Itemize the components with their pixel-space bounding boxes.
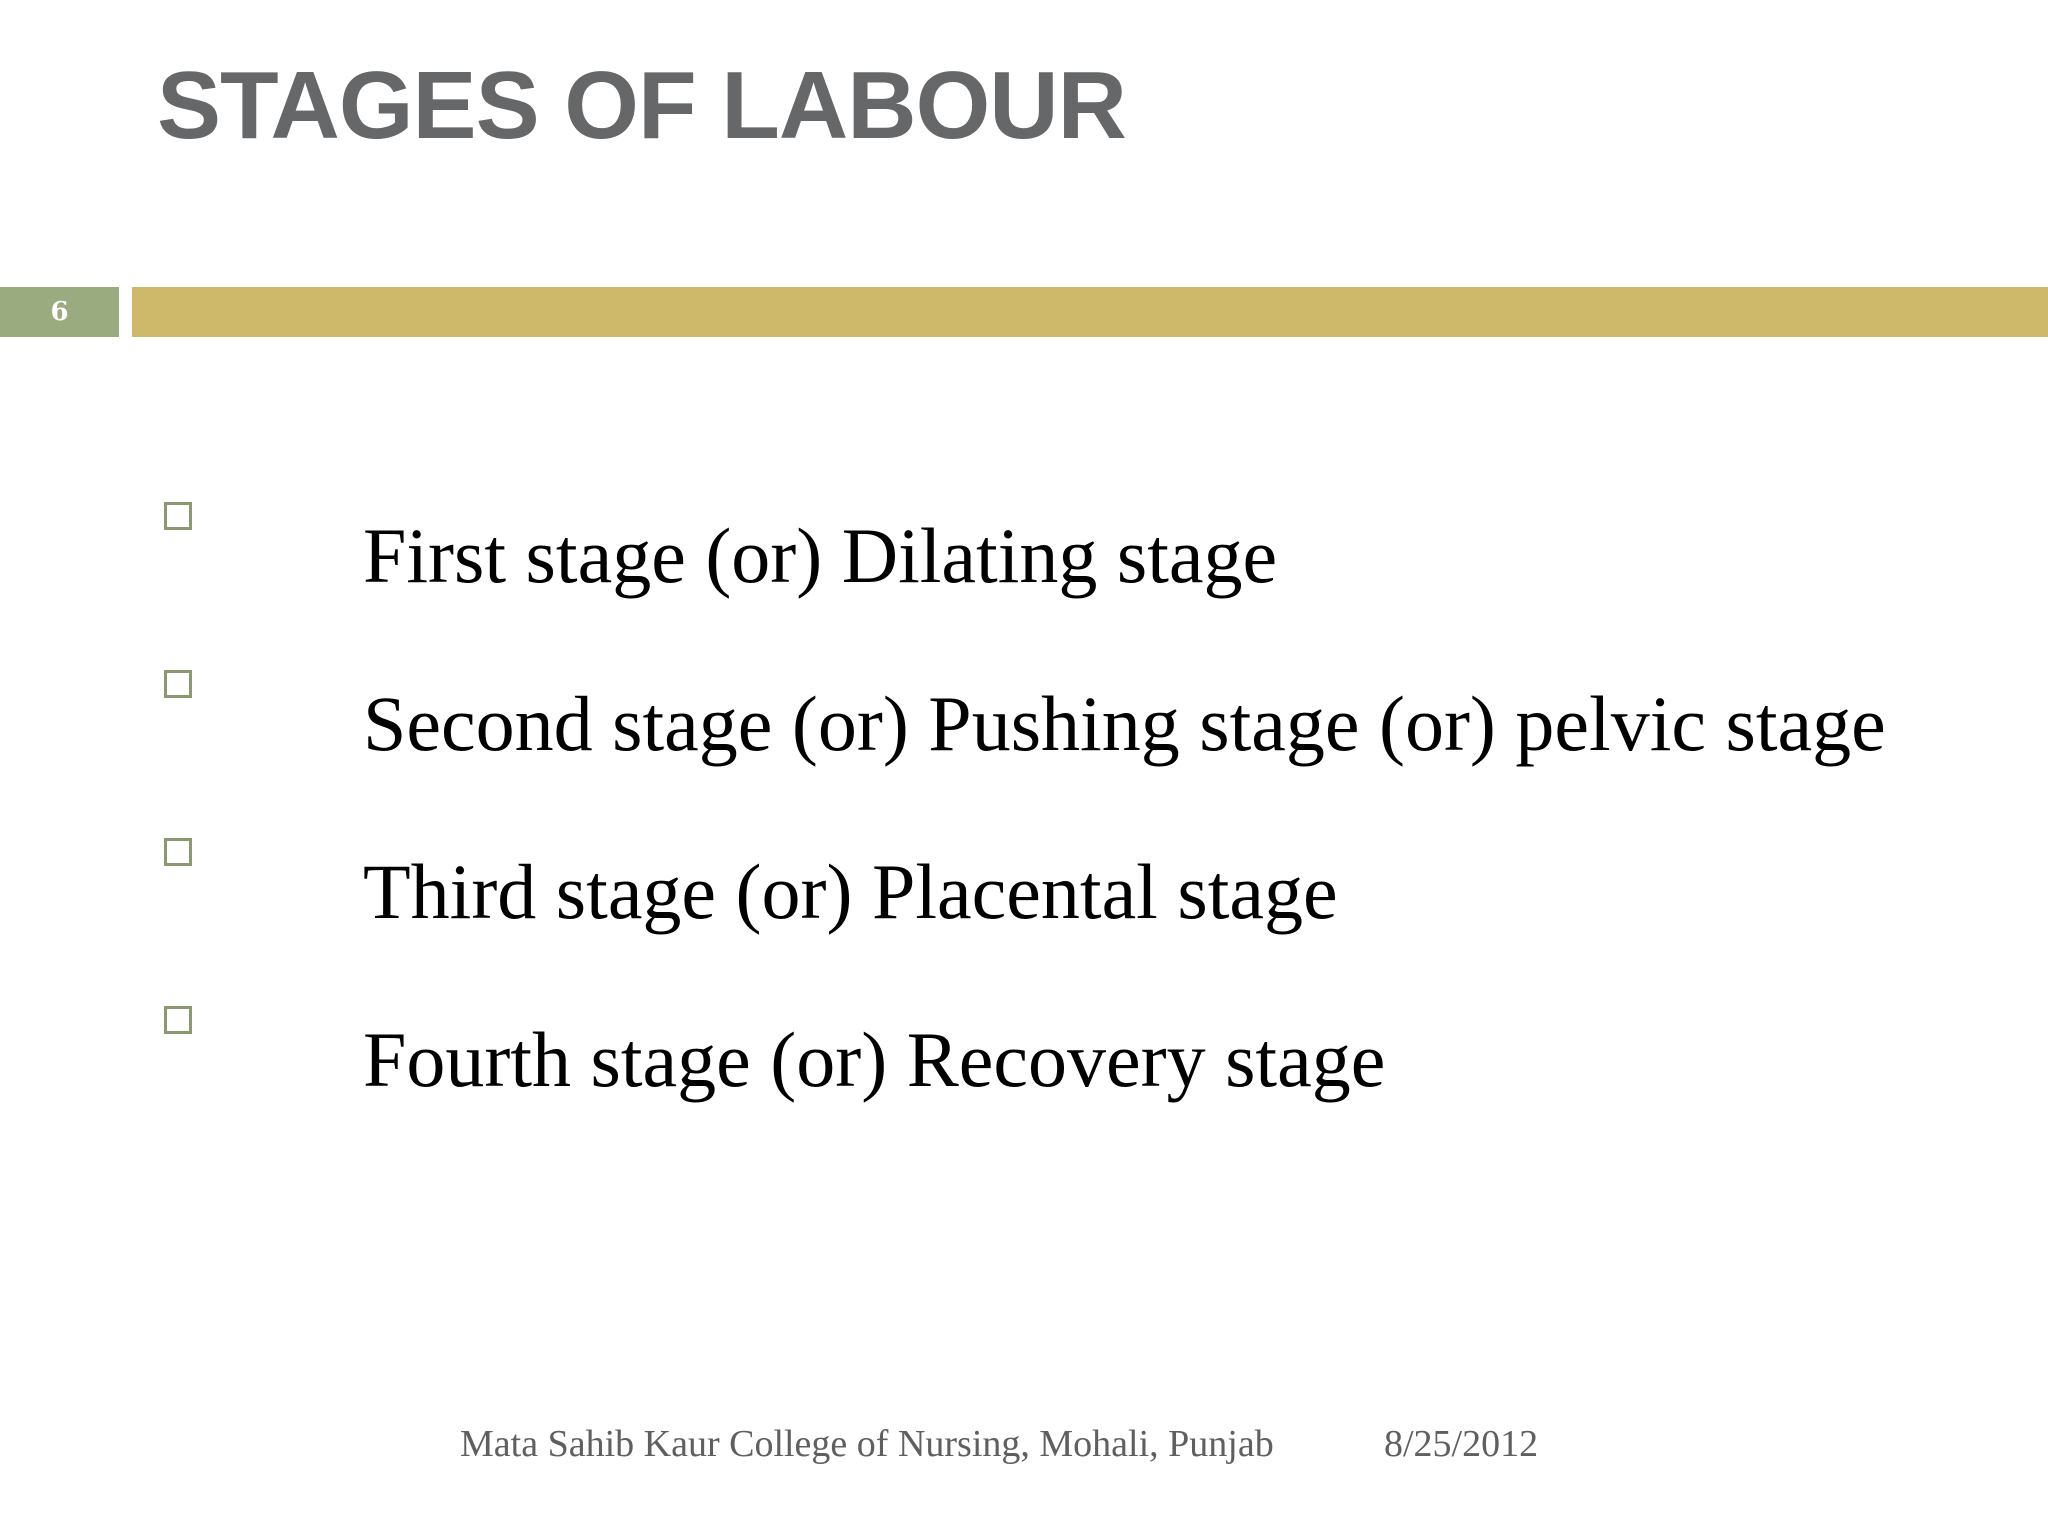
list-item	[160, 976, 2010, 1144]
accent-bar	[132, 287, 2048, 337]
slide-number: 6	[50, 297, 69, 327]
list-item	[160, 808, 2010, 976]
footer-organization: Mata Sahib Kaur College of Nursing, Mohali, Punjab	[460, 1423, 1274, 1465]
square-bullet-icon	[164, 670, 192, 698]
slide-number-badge	[0, 287, 119, 337]
bullet-text: Fourth stage (or) Recovery stage	[363, 1016, 1386, 1103]
bullet-text: Second stage (or) Pushing stage (or) pelvic stage	[363, 680, 1886, 767]
bullet-list	[160, 472, 2010, 1144]
square-bullet-icon	[164, 838, 192, 866]
square-bullet-icon	[164, 1006, 192, 1034]
bullet-text: Third stage (or) Placental stage	[363, 848, 1338, 935]
list-item	[160, 640, 2010, 808]
slide-title: STAGES OF LABOUR	[157, 52, 1126, 159]
square-bullet-icon	[164, 502, 192, 530]
list-item	[160, 472, 2010, 640]
footer-date: 8/25/2012	[1384, 1423, 1539, 1465]
bullet-text: First stage (or) Dilating stage	[363, 512, 1278, 599]
